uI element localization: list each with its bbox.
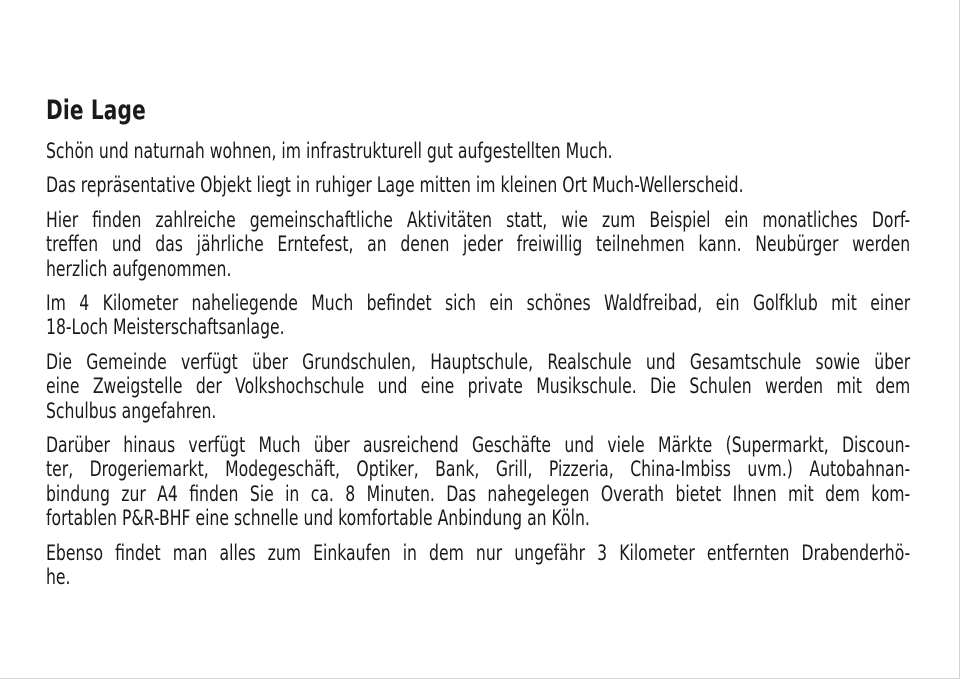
paragraph [46, 291, 910, 340]
paragraph [46, 350, 910, 423]
text-line: Schön und naturnah wohnen, im infrastrukturell gut aufgestellten Much. [46, 139, 613, 163]
text-line: herzlich aufgenommen. [46, 256, 232, 281]
text-line: eine Zweigstelle der Volkshochschule und eine private Musikschule. Die Schulen werden mit dem [46, 374, 911, 399]
section-title: Die Lage [46, 95, 146, 126]
text-line: Darüber hinaus verfügt Much über ausreichend Geschäfte und viele Märkte (Supermarkt, Discoun- [46, 433, 911, 458]
text-line: Das repräsentative Objekt liegt in ruhiger Lage mitten im kleinen Ort Much-Wellerscheid. [46, 173, 744, 198]
paragraph-list [46, 139, 910, 590]
text-line: ter, Drogeriemarkt, Modegeschäft, Optiker, Bank, Grill, Pizzeria, China-Imbiss uvm.) Autobahnan- [46, 457, 911, 482]
text-line: Hier finden zahlreiche gemeinschaftliche Aktivitäten statt, wie zum Beispiel ein monatliches Dorf- [46, 207, 911, 232]
text-line: Die Gemeinde verfügt über Grundschulen, Hauptschule, Realschule und Gesamtschule sowie über [46, 349, 911, 374]
text-line: he. [46, 565, 71, 590]
text-line: fortablen P&R-BHF eine schnelle und komfortable Anbindung an Köln. [46, 506, 590, 531]
text-line: bindung zur A4 finden Sie in ca. 8 Minuten. Das nahegelegen Overath bietet Ihnen mit dem kom- [46, 481, 911, 506]
paragraph [46, 173, 910, 197]
text-line: 18-Loch Meisterschaftsanlage. [46, 315, 285, 340]
text-line: Ebenso findet man alles zum Einkaufen in dem nur ungefähr 3 Kilometer entfernten Drabenderhö- [46, 540, 911, 565]
paragraph [46, 139, 910, 163]
text-line: treffen und das jährliche Erntefest, an denen jeder freiwillig teilnehmen kann. Neubürger werden [46, 232, 911, 257]
text-line: Schulbus angefahren. [46, 398, 217, 423]
paragraph [46, 208, 910, 281]
paragraph [46, 433, 910, 531]
page-content [46, 96, 910, 600]
paragraph [46, 541, 910, 590]
text-line: Im 4 Kilometer naheliegende Much befindet sich ein schönes Waldfreibad, ein Golfklub mit einer [46, 291, 911, 316]
